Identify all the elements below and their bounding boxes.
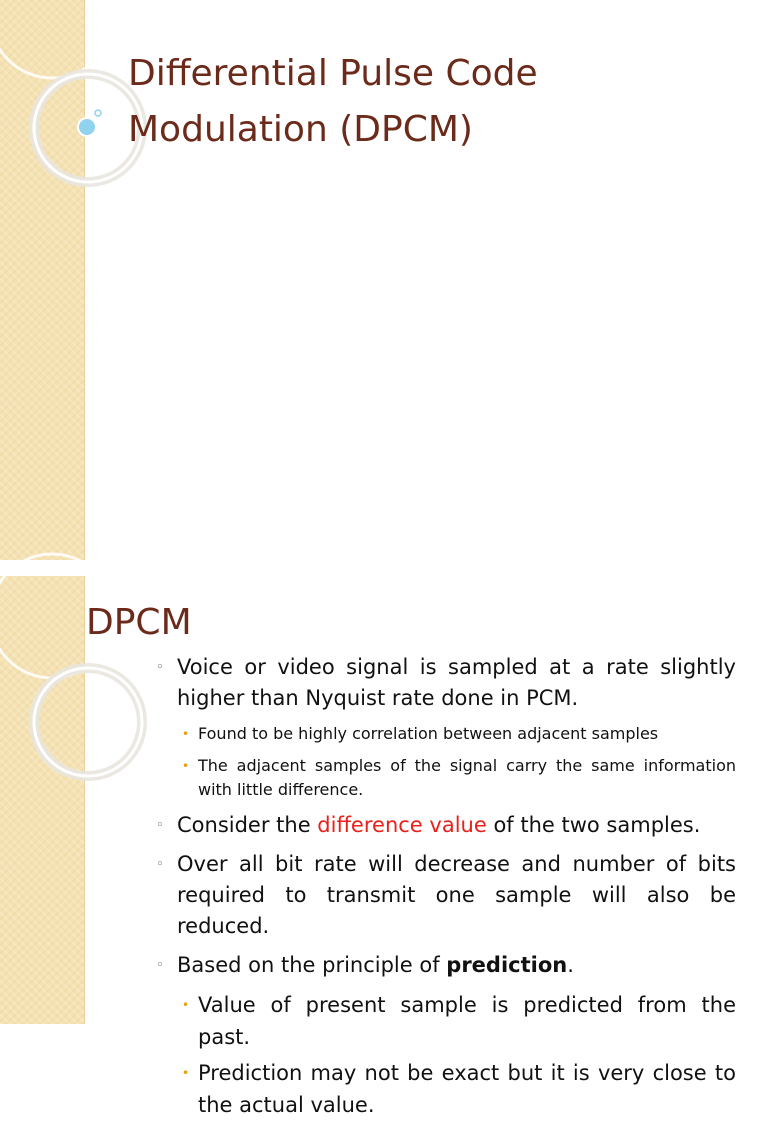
sub-list-item xyxy=(182,989,736,1053)
dot-bullet-icon: • xyxy=(182,998,190,1012)
dot-bullet-icon: • xyxy=(182,727,190,741)
list-item xyxy=(156,849,736,942)
sub-list-item xyxy=(182,754,736,802)
title-line-1: Differential Pulse Code xyxy=(128,53,538,94)
list-item-text-after: of the two samples. xyxy=(486,813,701,837)
list-item xyxy=(156,950,736,981)
hollow-bullet-icon: ◦ xyxy=(156,818,164,833)
sub-list-item xyxy=(182,722,736,746)
list-item-text-before: Based on the principle of xyxy=(177,953,447,977)
hollow-bullet-icon: ◦ xyxy=(156,660,164,675)
list-item xyxy=(156,810,736,841)
sub-list-item xyxy=(182,1057,736,1121)
bold-text: prediction xyxy=(446,953,568,977)
list-item-text: Over all bit rate will decrease and number of bits required to transmit one sample will also be reduced. xyxy=(177,852,736,938)
dot-bullet-icon: • xyxy=(182,759,190,773)
highlight-text: difference value xyxy=(317,813,487,837)
sub-list-item-text: Value of present sample is predicted from the past. xyxy=(198,993,736,1049)
sub-list-item-text: Prediction may not be exact but it is very close to the actual value. xyxy=(198,1061,736,1117)
hollow-bullet-icon: ◦ xyxy=(156,857,164,872)
list-item-text-before: Consider the xyxy=(177,813,318,837)
circle-decoration xyxy=(0,0,140,200)
title-line-2: Modulation (DPCM) xyxy=(128,109,473,150)
slide-title-text xyxy=(128,46,538,158)
list-item-text: Voice or video signal is sampled at a rate slightly higher than Nyquist rate done in PCM. xyxy=(177,655,736,710)
dot-bullet-icon: • xyxy=(182,1066,190,1080)
hollow-bullet-icon: ◦ xyxy=(156,958,164,973)
slide-dpcm xyxy=(0,576,768,1117)
list-item xyxy=(156,652,736,714)
bullet-list xyxy=(156,652,736,1125)
sub-list-item-text: The adjacent samples of the signal carry the same information with little difference. xyxy=(198,756,736,799)
slide-title xyxy=(0,0,768,560)
list-item-text-after: . xyxy=(567,953,574,977)
slide-heading: DPCM xyxy=(86,602,192,643)
sub-list-item-text: Found to be highly correlation between adjacent samples xyxy=(198,724,659,743)
